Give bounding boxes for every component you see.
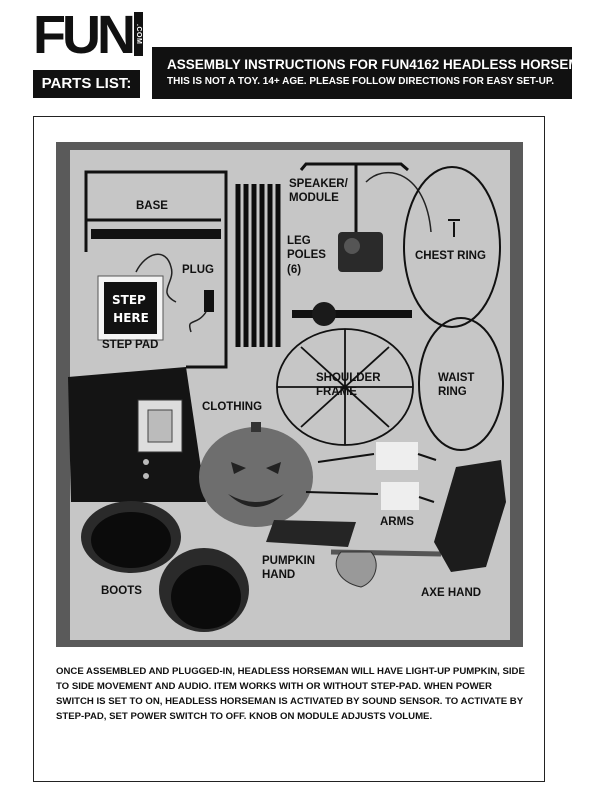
label-axe-hand: AXE HAND (421, 587, 482, 599)
label-base: BASE (136, 200, 168, 212)
label-arms: ARMS (380, 516, 414, 528)
plug-adapter (204, 290, 214, 312)
label-boots: BOOTS (101, 585, 142, 597)
label-step-pad: STEP PAD (102, 339, 159, 351)
parts-list-heading: PARTS LIST: (33, 70, 140, 98)
label-plug: PLUG (182, 264, 214, 276)
page-title: ASSEMBLY INSTRUCTIONS FOR FUN4162 HEADLESS HORSEMAN (167, 57, 600, 72)
step-pad (98, 276, 163, 340)
logo-suffix: .COM (134, 12, 143, 56)
title-bar (152, 47, 600, 99)
clothing (68, 367, 206, 502)
fun-logo (33, 5, 143, 65)
label-pumpkin-hand: PUMPKIN HAND (262, 555, 316, 582)
step-pad-sign-line2: HERE (113, 311, 149, 325)
parts-photo (56, 142, 523, 647)
label-shoulder-frame: SHOULDER FRAME (316, 372, 381, 399)
description-text: ONCE ASSEMBLED AND PLUGGED-IN, HEADLESS HORSEMAN WILL HAVE LIGHT-UP PUMPKIN, SIDE TO SIDE MOVEMENT AND AUDIO. ITEM WORKS WITH OR WITHOUT STEP-PAD. WHEN POWER SWITCH IS SET TO ON, HEADLESS HORSEMAN IS ACTIVATED BY SOUND SENSOR. TO ACTIVATE BY STEP-PAD, SET POWER SWITCH TO OFF. KNOB ON MODULE ADJUSTS VOLUME. (56, 666, 525, 722)
label-waist-ring: WAIST RING (438, 372, 475, 399)
content-frame (33, 116, 545, 782)
label-chest-ring: CHEST RING (415, 250, 486, 262)
label-leg-poles: LEG POLES (6) (287, 235, 326, 276)
logo-text: FUN (33, 5, 132, 65)
label-clothing: CLOTHING (202, 401, 263, 413)
page-subtitle: THIS IS NOT A TOY. 14+ AGE. PLEASE FOLLOW DIRECTIONS FOR EASY SET-UP. (167, 76, 555, 87)
step-pad-sign-line1: STEP (111, 293, 146, 307)
label-speaker-module: SPEAKER/ MODULE (289, 178, 348, 205)
